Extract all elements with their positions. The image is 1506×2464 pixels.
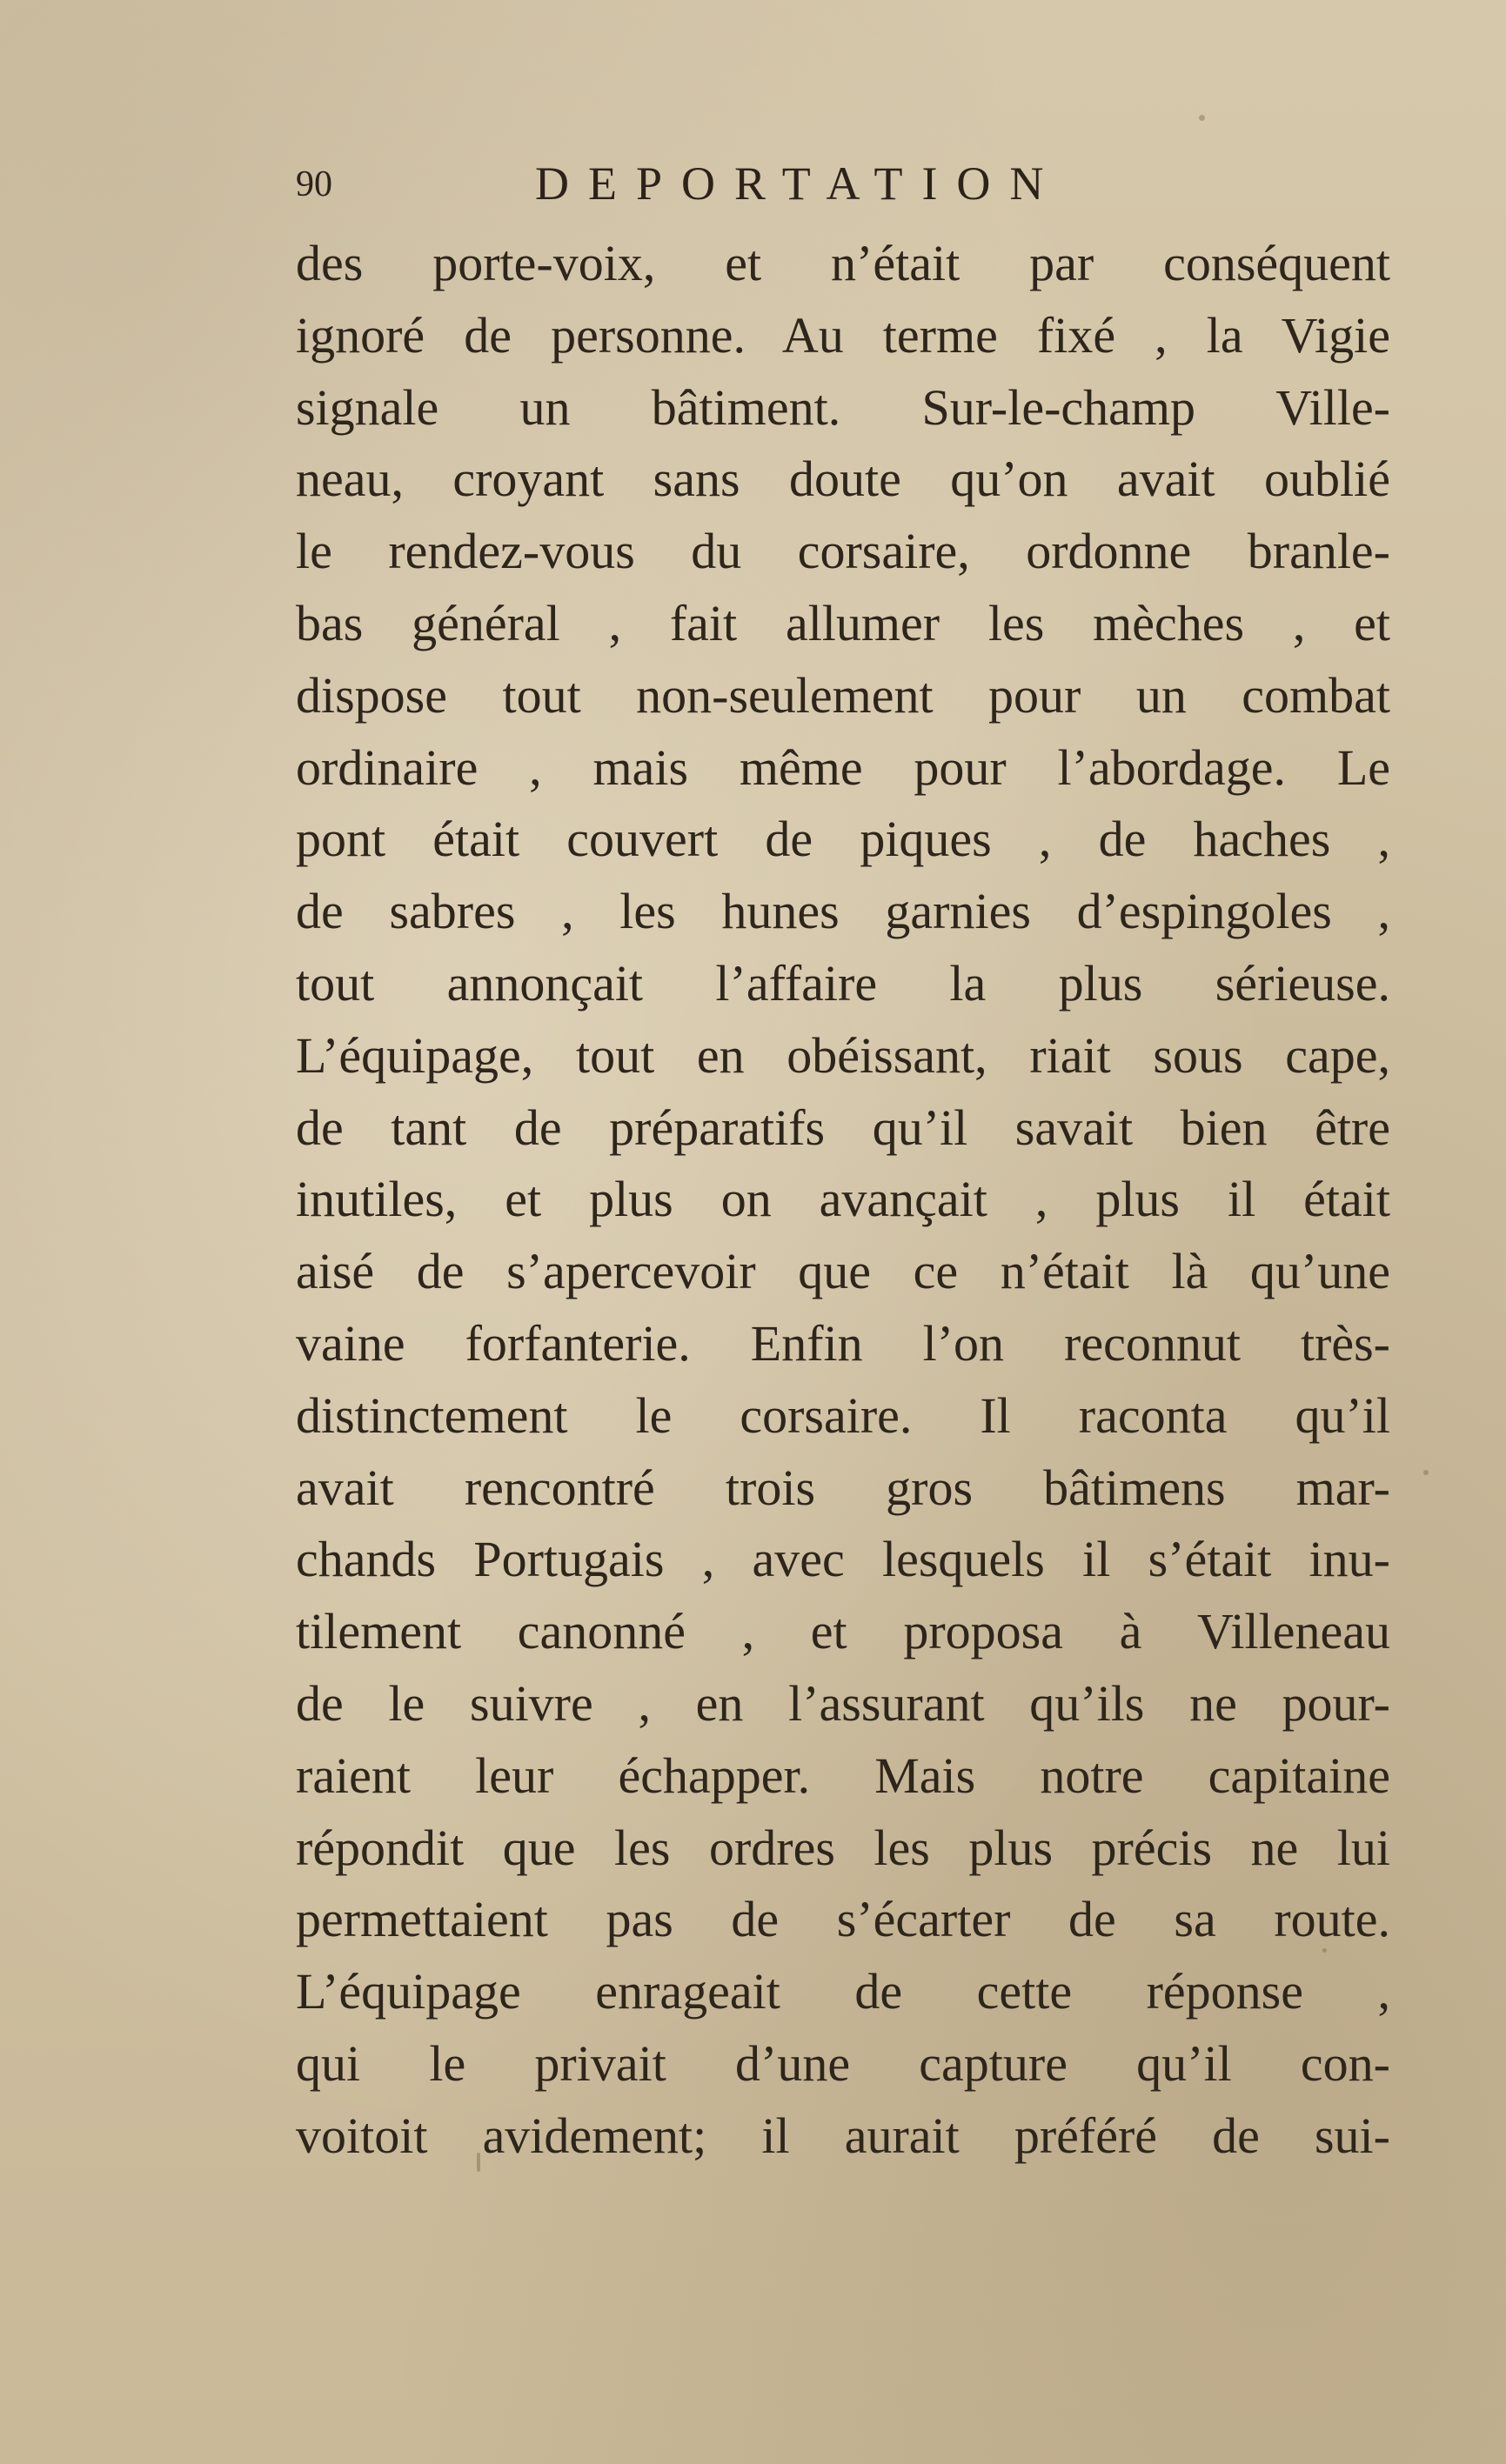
text-line: raient leur échapper. Mais notre capitaine	[296, 1746, 1390, 1804]
text-line: répondit que les ordres les plus précis ne lui	[296, 1819, 1390, 1876]
text-line: chands Portugais , avec lesquels il s’était inu-	[296, 1531, 1390, 1588]
text-line: le rendez-vous du corsaire, ordonne branle-	[296, 523, 1390, 580]
text-line: inutiles, et plus on avançait , plus il était	[296, 1171, 1390, 1228]
text-line: pont était couvert de piques , de haches ,	[296, 811, 1390, 868]
paper-stain	[1199, 115, 1205, 121]
text-line: dispose tout non-seulement pour un combat	[296, 666, 1390, 724]
paper-stain	[1423, 1470, 1429, 1475]
text-line: bas général , fait allumer les mèches , et	[296, 594, 1390, 651]
text-line: neau, croyant sans doute qu’on avait oublié	[296, 451, 1390, 508]
text-line: ignoré de personne. Au terme fixé , la Vigie	[296, 306, 1390, 364]
text-line: de sabres , les hunes garnies d’espingoles ,	[296, 883, 1390, 940]
body-text	[296, 228, 1390, 2173]
text-line: avait rencontré trois gros bâtimens mar-	[296, 1459, 1390, 1516]
text-line: signale un bâtiment. Sur-le-champ Ville-	[296, 378, 1390, 436]
text-line: ordinaire , mais même pour l’abordage. Le	[296, 738, 1390, 796]
page-number: 90	[296, 164, 332, 204]
text-line: de tant de préparatifs qu’il savait bien être	[296, 1098, 1390, 1156]
text-line: tout annonçait l’affaire la plus sérieuse.	[296, 954, 1390, 1012]
text-line: distinctement le corsaire. Il raconta qu’il	[296, 1386, 1390, 1444]
text-line: des porte-voix, et n’était par conséquent	[296, 235, 1390, 291]
text-line: voitoit avidement; il aurait préféré de sui-	[296, 2107, 1390, 2164]
text-line: aisé de s’apercevoir que ce n’était là qu’une	[296, 1243, 1390, 1300]
running-title: DEPORTATION	[535, 157, 1063, 210]
text-line: qui le privait d’une capture qu’il con-	[296, 2034, 1390, 2092]
page-header	[296, 157, 1427, 226]
text-line: de le suivre , en l’assurant qu’ils ne pour-	[296, 1674, 1390, 1732]
text-line: tilement canonné , et proposa à Villeneau	[296, 1603, 1390, 1660]
text-line: L’équipage, tout en obéissant, riait sous cape,	[296, 1026, 1390, 1084]
text-line: permettaient pas de s’écarter de sa route.	[296, 1891, 1390, 1948]
text-line: vaine forfanterie. Enfin l’on reconnut très-	[296, 1314, 1390, 1372]
text-line: L’équipage enrageait de cette réponse ,	[296, 1963, 1390, 2020]
